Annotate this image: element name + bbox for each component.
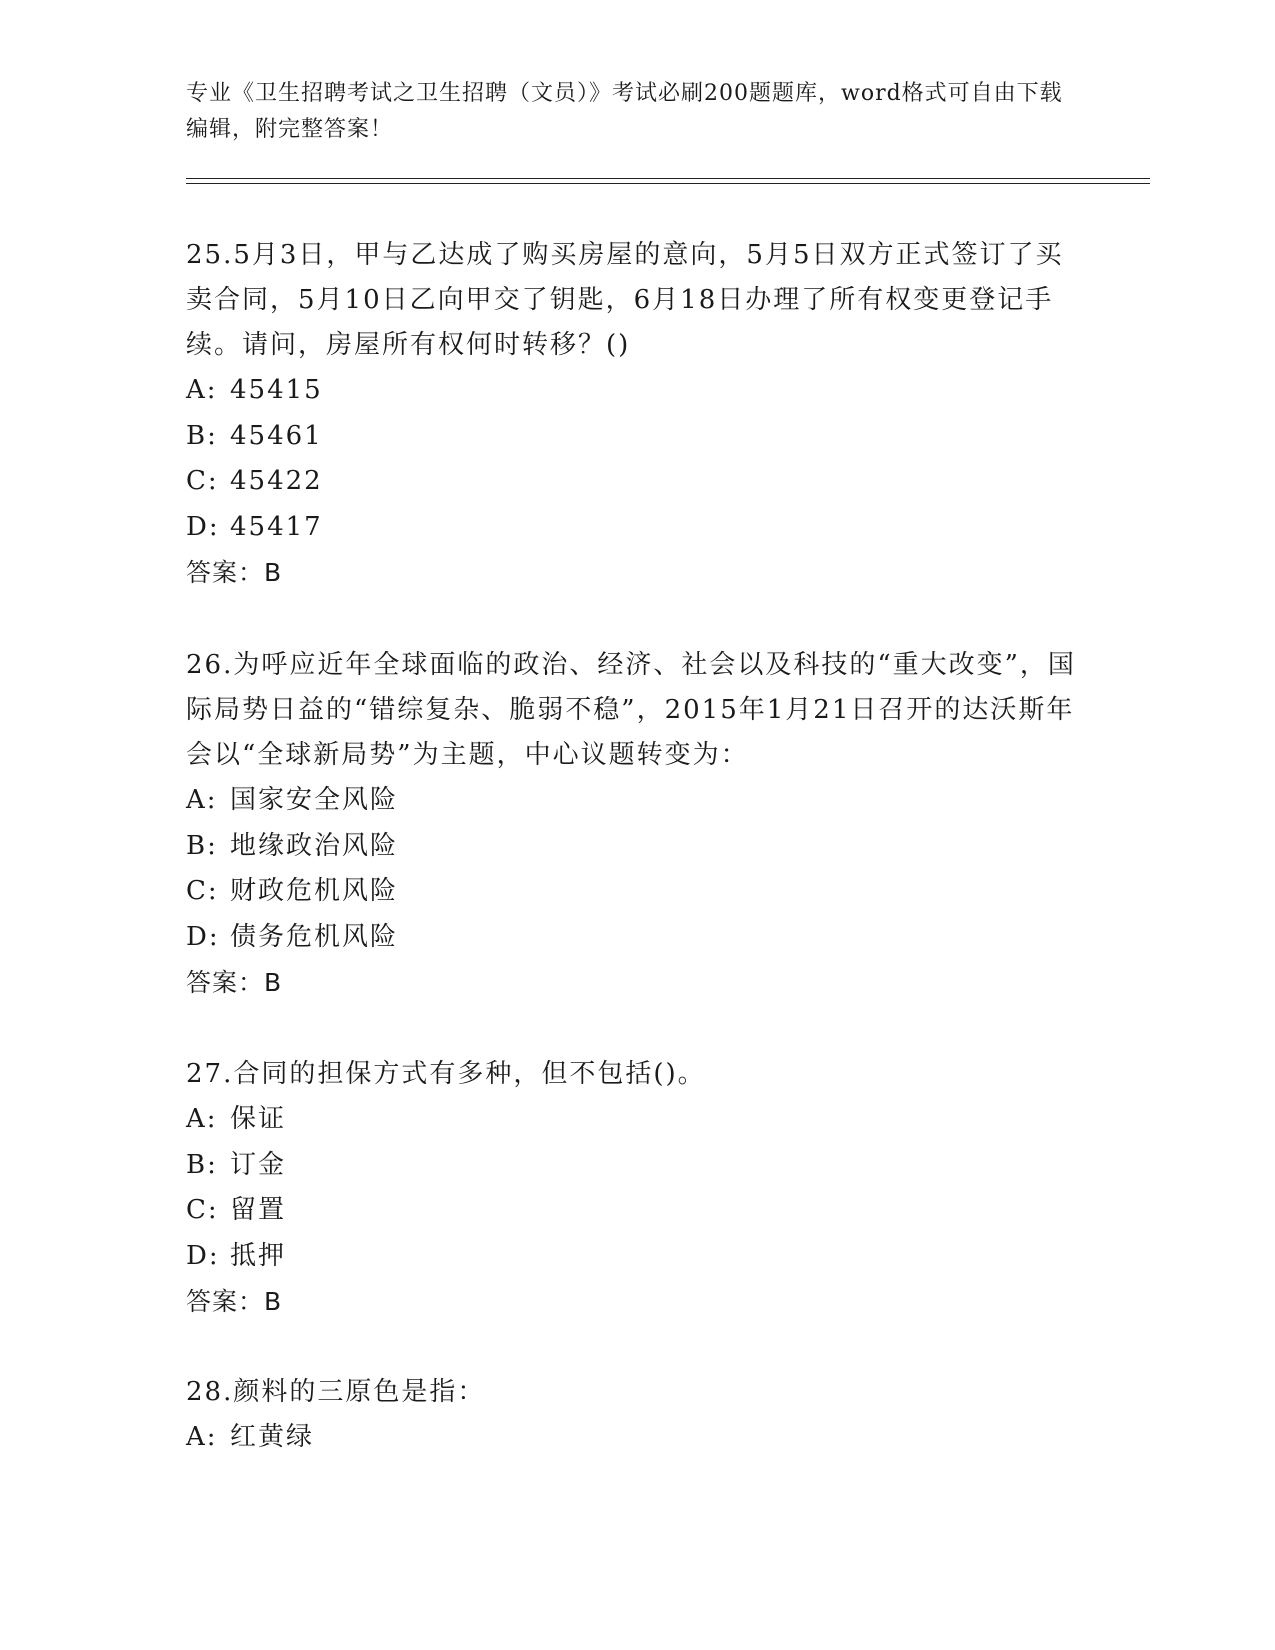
option-letter: D: [186,921,220,952]
answer-line: 答案：B [186,968,283,997]
option-text: 订金 [230,1149,287,1180]
option-b [186,414,1086,460]
question-text: 27.合同的担保方式有多种，但不包括()。 [186,1059,706,1089]
option-a [186,1097,1086,1143]
option-letter: B: [186,1149,218,1180]
question-text: 28.颜料的三原色是指： [186,1377,486,1407]
option-letter: C: [186,1195,219,1225]
option-letter: A: [186,785,218,815]
answer-line: 答案：B [186,1287,283,1316]
header-divider-top [186,178,1150,179]
option-b [186,1143,1086,1189]
question-text: 25.5月3日，甲与乙达成了购买房屋的意向，5月5日双方正式签订了买卖合同，5月10日乙向甲交了钥匙，6月18日办理了所有权变更登记手续。请问，房屋所有权何时转移？() [186,240,1064,360]
option-text: 债务危机风险 [230,921,399,952]
option-b [186,824,1086,870]
option-letter: A: [186,1104,218,1134]
option-text: 红黄绿 [230,1422,315,1452]
option-letter: A: [186,1422,218,1452]
option-letter: B: [186,420,218,451]
option-a [186,778,1086,824]
question-25 [186,233,1086,596]
option-d [186,505,1086,551]
option-a [186,1415,1086,1461]
option-text: 45417 [230,511,323,542]
option-text: 45415 [230,375,323,405]
header-divider-bottom [186,183,1150,184]
option-text: 45422 [230,466,323,496]
option-letter: A: [186,375,218,405]
option-a [186,368,1086,414]
document-intro: 专业《卫生招聘考试之卫生招聘（文员）》考试必刷200题题库，word格式可自由下载编辑，附完整答案！ [186,81,1063,142]
option-text: 45461 [230,420,323,451]
option-c [186,869,1086,915]
option-text: 财政危机风险 [230,876,399,906]
option-c [186,459,1086,505]
question-text: 26.为呼应近年全球面临的政治、经济、社会以及科技的“重大改变”，国际局势日益的“错综复杂、脆弱不稳”，2015年1月21日召开的达沃斯年会以“全球新局势”为主题，中心议题转变为： [186,650,1076,770]
option-letter: B: [186,830,218,861]
option-letter: D: [186,1240,220,1271]
option-text: 抵押 [230,1240,287,1271]
option-c [186,1188,1086,1234]
option-text: 国家安全风险 [230,785,399,815]
option-letter: C: [186,876,219,906]
option-text: 地缘政治风险 [230,830,399,861]
option-d [186,1234,1086,1280]
question-28 [186,1370,1086,1461]
question-27 [186,1052,1086,1325]
option-letter: C: [186,466,219,496]
option-text: 保证 [230,1104,287,1134]
question-26 [186,643,1086,1006]
option-letter: D: [186,511,220,542]
answer-line: 答案：B [186,558,283,587]
option-text: 留置 [230,1195,287,1225]
option-d [186,915,1086,961]
